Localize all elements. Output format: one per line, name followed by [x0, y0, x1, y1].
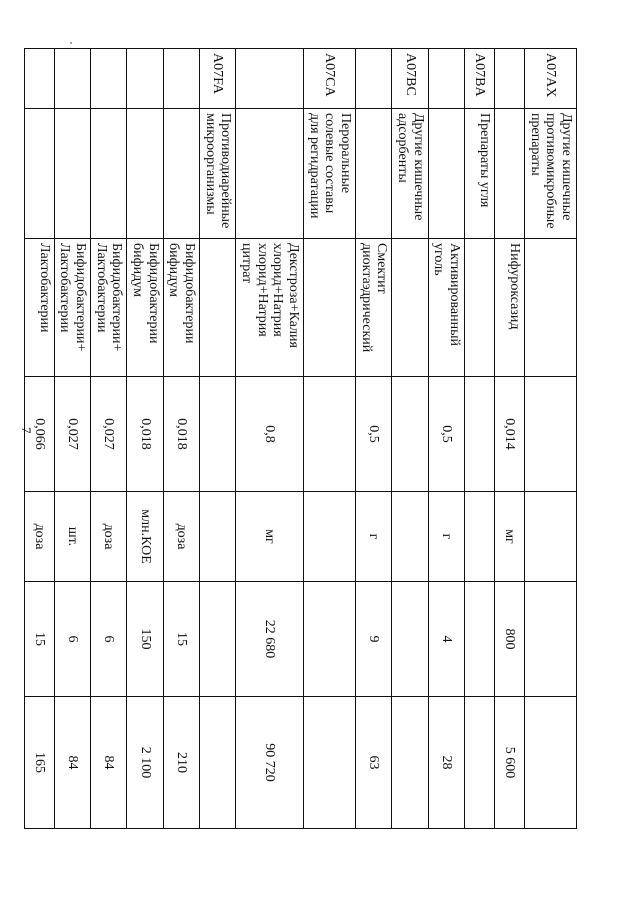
total-cell: 2 100	[127, 697, 163, 829]
group-cell	[428, 109, 464, 239]
group-cell: Пероральные солевые составы для регидратации	[303, 109, 355, 239]
table-row	[199, 49, 235, 829]
unit-cell	[464, 492, 494, 582]
total-cell: 28	[428, 697, 464, 829]
ddd-cell: 4	[428, 582, 464, 697]
total-cell	[524, 697, 576, 829]
table-row	[24, 49, 54, 829]
group-cell	[90, 109, 126, 239]
substance-cell: Активированный уголь	[428, 239, 464, 377]
scan-speck	[70, 42, 72, 44]
ddd-cell: 800	[494, 582, 524, 697]
table-row	[127, 49, 163, 829]
atc-code-cell	[127, 49, 163, 109]
substance-cell: Бифидобактерии+ Лактобактерии	[90, 239, 126, 377]
factor-cell	[303, 377, 355, 492]
total-cell: 210	[163, 697, 199, 829]
group-cell: Противодиарейные микроорганизмы	[199, 109, 235, 239]
unit-cell	[303, 492, 355, 582]
group-cell: Другие кишечные адсорбенты	[392, 109, 428, 239]
table-row	[303, 49, 355, 829]
factor-cell: 0,066	[24, 377, 54, 492]
group-cell	[127, 109, 163, 239]
table-row	[494, 49, 524, 829]
substance-cell	[303, 239, 355, 377]
ddd-cell	[464, 582, 494, 697]
ddd-cell: 15	[24, 582, 54, 697]
unit-cell: доза	[24, 492, 54, 582]
ddd-cell: 150	[127, 582, 163, 697]
ddd-cell: 15	[163, 582, 199, 697]
factor-cell: 0,8	[236, 377, 304, 492]
substance-cell: Смектит диоктаэдрический	[355, 239, 391, 377]
atc-code-cell: A07FA	[199, 49, 235, 109]
total-cell: 84	[54, 697, 90, 829]
total-cell: 63	[355, 697, 391, 829]
group-cell	[163, 109, 199, 239]
factor-cell: 0,018	[127, 377, 163, 492]
group-cell: Препараты угля	[464, 109, 494, 239]
table-row	[236, 49, 304, 829]
atc-code-cell: A07CA	[303, 49, 355, 109]
substance-cell	[392, 239, 428, 377]
ddd-cell: 6	[54, 582, 90, 697]
substance-cell	[464, 239, 494, 377]
atc-code-cell	[163, 49, 199, 109]
table-row	[392, 49, 428, 829]
atc-code-cell: A07AX	[524, 49, 576, 109]
atc-code-cell	[236, 49, 304, 109]
table-row	[54, 49, 90, 829]
ddd-cell: 9	[355, 582, 391, 697]
total-cell	[303, 697, 355, 829]
total-cell	[199, 697, 235, 829]
table-row	[163, 49, 199, 829]
table-row	[90, 49, 126, 829]
unit-cell: мг	[236, 492, 304, 582]
group-cell	[494, 109, 524, 239]
rotated-table-wrapper	[31, 48, 577, 828]
drug-table	[24, 48, 577, 829]
substance-cell: Бифидобактерии бифидум	[163, 239, 199, 377]
factor-cell	[392, 377, 428, 492]
substance-cell: Бифидобактерии бифидум	[127, 239, 163, 377]
table-row	[464, 49, 494, 829]
atc-code-cell: A07BC	[392, 49, 428, 109]
factor-cell	[464, 377, 494, 492]
unit-cell: г	[355, 492, 391, 582]
factor-cell: 0,027	[54, 377, 90, 492]
unit-cell: мг	[494, 492, 524, 582]
atc-code-cell	[494, 49, 524, 109]
table-row	[524, 49, 576, 829]
substance-cell: Лактобактерии	[24, 239, 54, 377]
factor-cell	[524, 377, 576, 492]
total-cell: 5 600	[494, 697, 524, 829]
unit-cell: млн.КОЕ	[127, 492, 163, 582]
atc-code-cell	[90, 49, 126, 109]
unit-cell: доза	[163, 492, 199, 582]
group-cell	[236, 109, 304, 239]
substance-cell: Декстроза+Калия хлорид+Натрия хлорид+Натрия цитрат	[236, 239, 304, 377]
substance-cell	[199, 239, 235, 377]
total-cell	[464, 697, 494, 829]
unit-cell	[199, 492, 235, 582]
atc-code-cell	[428, 49, 464, 109]
group-cell	[54, 109, 90, 239]
ddd-cell: 6	[90, 582, 126, 697]
atc-code-cell	[355, 49, 391, 109]
unit-cell	[392, 492, 428, 582]
unit-cell	[524, 492, 576, 582]
group-cell: Другие кишечные противомикробные препараты	[524, 109, 576, 239]
atc-code-cell	[24, 49, 54, 109]
group-cell	[355, 109, 391, 239]
table-row	[428, 49, 464, 829]
total-cell	[392, 697, 428, 829]
factor-cell	[199, 377, 235, 492]
group-cell	[24, 109, 54, 239]
factor-cell: 0,5	[428, 377, 464, 492]
substance-cell	[524, 239, 576, 377]
unit-cell: доза	[90, 492, 126, 582]
ddd-cell	[303, 582, 355, 697]
ddd-cell	[199, 582, 235, 697]
page-number: 7	[19, 427, 34, 434]
total-cell: 90 720	[236, 697, 304, 829]
factor-cell: 0,5	[355, 377, 391, 492]
ddd-cell	[524, 582, 576, 697]
table-row	[355, 49, 391, 829]
ddd-cell	[392, 582, 428, 697]
substance-cell: Нифуроксазид	[494, 239, 524, 377]
ddd-cell: 22 680	[236, 582, 304, 697]
total-cell: 165	[24, 697, 54, 829]
total-cell: 84	[90, 697, 126, 829]
atc-code-cell: A07BA	[464, 49, 494, 109]
unit-cell: шт.	[54, 492, 90, 582]
factor-cell: 0,027	[90, 377, 126, 492]
unit-cell: г	[428, 492, 464, 582]
atc-code-cell	[54, 49, 90, 109]
factor-cell: 0,014	[494, 377, 524, 492]
factor-cell: 0,018	[163, 377, 199, 492]
substance-cell: Бифидобактерии+ Лактобактерии	[54, 239, 90, 377]
